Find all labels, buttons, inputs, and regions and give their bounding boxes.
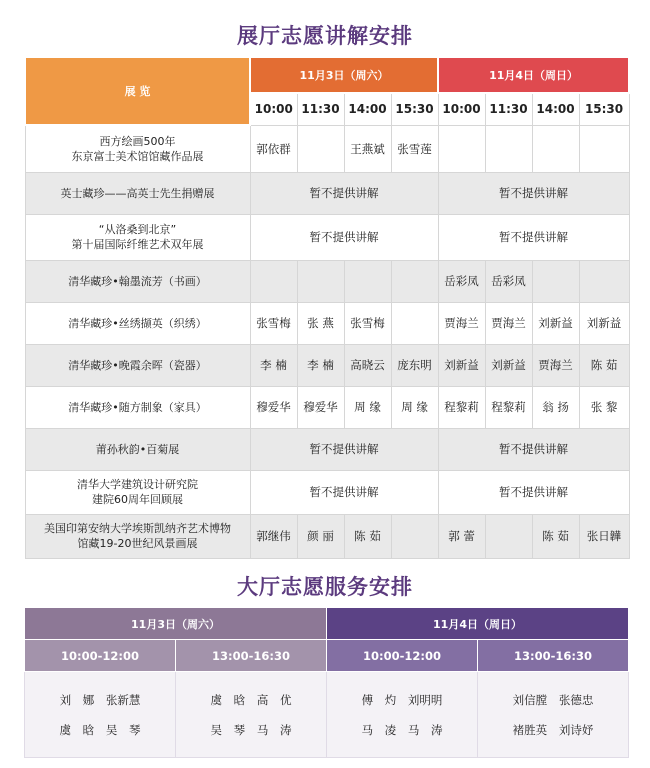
volunteer-names: 褚胜英 刘诗妤 <box>512 722 594 737</box>
guide-cell: 刘新益 <box>485 344 532 386</box>
no-tour-cell: 暂不提供讲解 <box>250 470 438 514</box>
time-header: 10:00 <box>250 93 297 125</box>
exhibit-name-line1: 清华大学建筑设计研究院 <box>77 478 198 491</box>
guide-cell: 穆爱华 <box>297 386 344 428</box>
lobby-schedule-table <box>24 607 629 758</box>
guide-cell <box>485 125 532 172</box>
guide-cell: 陈 茹 <box>532 514 579 558</box>
guide-cell: 张 燕 <box>297 302 344 344</box>
guide-cell: 张雪梅 <box>344 302 391 344</box>
guide-cell: 郭继伟 <box>250 514 297 558</box>
guide-cell: 刘新益 <box>438 344 485 386</box>
volunteer-names: 刘信膛 张德忠 <box>512 692 594 707</box>
guide-cell: 颜 丽 <box>297 514 344 558</box>
volunteer-names: 虞 晗 吴 琴 <box>59 722 141 737</box>
exhibit-row <box>25 260 629 302</box>
exhibit-column-header: 展 览 <box>25 57 250 125</box>
exhibit-name-cell <box>25 344 250 386</box>
volunteer-names: 刘 娜 张新慧 <box>59 692 141 707</box>
guide-cell: 郭 蕾 <box>438 514 485 558</box>
guide-cell <box>344 260 391 302</box>
guide-cell <box>532 260 579 302</box>
guide-cell: 高晓云 <box>344 344 391 386</box>
guide-cell <box>391 260 438 302</box>
exhibit-name-cell <box>25 514 250 558</box>
exhibit-name-line1: 英士藏珍——高英士先生捐赠展 <box>60 186 215 200</box>
volunteer-names: 傅 灼 刘明明 <box>361 692 443 707</box>
lobby-volunteer-cell <box>176 672 327 758</box>
guide-cell <box>250 260 297 302</box>
guide-cell: 岳彩凤 <box>438 260 485 302</box>
exhibit-name-line1: 美国印第安纳大学埃斯凯纳齐艺术博物 <box>44 522 231 535</box>
guide-cell: 张日韡 <box>579 514 629 558</box>
guide-cell: 程黎莉 <box>485 386 532 428</box>
exhibition-schedule-title: 展厅志愿讲解安排 <box>237 24 413 48</box>
exhibit-name-cell <box>25 125 250 172</box>
exhibition-schedule-table <box>24 56 630 559</box>
volunteer-names: 马 凌 马 涛 <box>361 722 443 737</box>
exhibit-row <box>25 428 629 470</box>
lobby-day2-header: 11月4日（周日） <box>327 608 629 640</box>
guide-cell: 李 楠 <box>297 344 344 386</box>
exhibit-row <box>25 470 629 514</box>
guide-cell: 岳彩凤 <box>485 260 532 302</box>
exhibit-name-cell <box>25 386 250 428</box>
guide-cell: 贾海兰 <box>438 302 485 344</box>
exhibit-name-line2: 第十届国际纤维艺术双年展 <box>71 238 204 251</box>
exhibit-row <box>25 125 629 172</box>
exhibit-name-line1: 清华藏珍•随方制象（家具） <box>68 400 207 414</box>
guide-cell: 贾海兰 <box>485 302 532 344</box>
exhibit-name-line1: 清华藏珍•丝绣撷英（织绣） <box>68 316 207 330</box>
lobby-schedule-title: 大厅志愿服务安排 <box>237 575 413 599</box>
no-tour-cell: 暂不提供讲解 <box>250 172 438 214</box>
lobby-slot-header: 10:00-12:00 <box>327 640 478 672</box>
exhibit-name-line2: 东京富士美术馆馆藏作品展 <box>71 149 204 163</box>
guide-cell: 郭依群 <box>250 125 297 172</box>
guide-cell: 周 缘 <box>391 386 438 428</box>
no-tour-cell: 暂不提供讲解 <box>438 172 629 214</box>
exhibit-name-cell <box>25 302 250 344</box>
time-header: 15:30 <box>579 93 629 125</box>
time-header: 11:30 <box>297 93 344 125</box>
guide-cell: 庞东明 <box>391 344 438 386</box>
lobby-slot-header: 13:00-16:30 <box>176 640 327 672</box>
guide-cell <box>297 260 344 302</box>
no-tour-cell: 暂不提供讲解 <box>250 214 438 260</box>
lobby-volunteer-cell <box>25 672 176 758</box>
guide-cell <box>391 302 438 344</box>
exhibit-row <box>25 344 629 386</box>
time-header: 15:30 <box>391 93 438 125</box>
volunteer-names: 吴 琴 马 涛 <box>210 722 292 737</box>
exhibit-name-line1: 西方绘画500年 <box>99 134 176 148</box>
exhibit-name-cell <box>25 470 250 514</box>
guide-cell: 贾海兰 <box>532 344 579 386</box>
exhibit-row <box>25 172 629 214</box>
guide-cell: 周 缘 <box>344 386 391 428</box>
exhibit-row <box>25 302 629 344</box>
guide-cell: 翁 扬 <box>532 386 579 428</box>
guide-cell <box>297 125 344 172</box>
exhibit-name-line1: “从洛桑到北京” <box>98 223 177 236</box>
guide-cell <box>579 260 629 302</box>
guide-cell: 陈 茹 <box>579 344 629 386</box>
exhibit-row <box>25 386 629 428</box>
volunteer-names: 虞 晗 高 优 <box>210 692 292 707</box>
guide-cell: 张雪梅 <box>250 302 297 344</box>
exhibit-name-line2: 建院60周年回顾展 <box>92 493 183 506</box>
time-header: 14:00 <box>532 93 579 125</box>
guide-cell: 张雪莲 <box>391 125 438 172</box>
day2-header: 11月4日（周日） <box>438 57 629 93</box>
lobby-day1-header: 11月3日（周六） <box>25 608 327 640</box>
lobby-slot-header: 10:00-12:00 <box>25 640 176 672</box>
exhibit-name-cell <box>25 214 250 260</box>
time-header: 14:00 <box>344 93 391 125</box>
no-tour-cell: 暂不提供讲解 <box>438 428 629 470</box>
guide-cell <box>579 125 629 172</box>
guide-cell <box>438 125 485 172</box>
guide-cell: 张 黎 <box>579 386 629 428</box>
lobby-volunteer-cell <box>327 672 478 758</box>
exhibit-name-cell <box>25 428 250 470</box>
guide-cell <box>391 514 438 558</box>
exhibit-name-line2: 馆藏19-20世纪风景画展 <box>77 537 198 550</box>
lobby-volunteer-cell <box>478 672 629 758</box>
no-tour-cell: 暂不提供讲解 <box>438 470 629 514</box>
day1-header: 11月3日（周六） <box>250 57 438 93</box>
lobby-slot-header: 13:00-16:30 <box>478 640 629 672</box>
guide-cell: 刘新益 <box>579 302 629 344</box>
no-tour-cell: 暂不提供讲解 <box>250 428 438 470</box>
exhibit-name-line1: 清华藏珍•晚霞余晖（瓷器） <box>68 358 207 372</box>
guide-cell: 李 楠 <box>250 344 297 386</box>
exhibit-name-cell <box>25 260 250 302</box>
time-header: 11:30 <box>485 93 532 125</box>
guide-cell: 刘新益 <box>532 302 579 344</box>
guide-cell <box>485 514 532 558</box>
guide-cell: 陈 茹 <box>344 514 391 558</box>
exhibit-name-line1: 莆孙秋韵•百菊展 <box>95 442 180 456</box>
exhibit-name-line1: 清华藏珍•翰墨流芳（书画） <box>68 274 207 288</box>
guide-cell: 穆爱华 <box>250 386 297 428</box>
exhibit-row <box>25 214 629 260</box>
exhibit-row <box>25 514 629 558</box>
exhibit-name-cell <box>25 172 250 214</box>
guide-cell: 程黎莉 <box>438 386 485 428</box>
guide-cell: 王燕斌 <box>344 125 391 172</box>
no-tour-cell: 暂不提供讲解 <box>438 214 629 260</box>
time-header: 10:00 <box>438 93 485 125</box>
guide-cell <box>532 125 579 172</box>
